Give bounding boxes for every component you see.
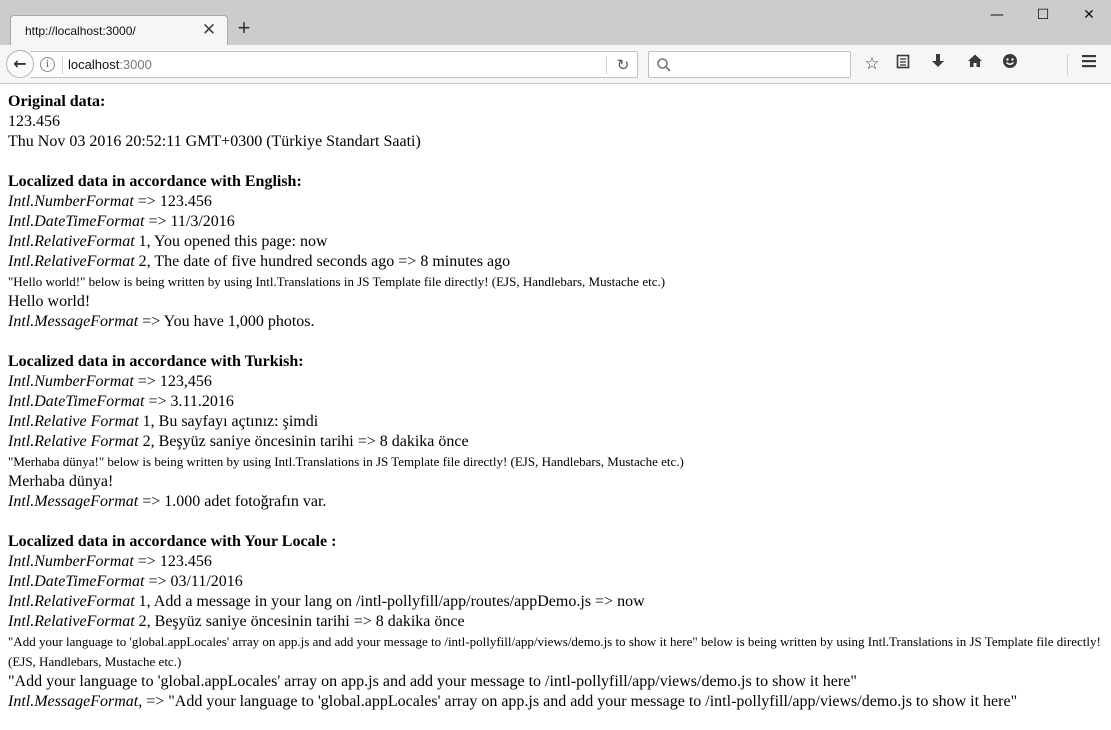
english-relative-format-1: Intl.RelativeFormat 1, You opened this page: now xyxy=(8,233,328,250)
turkish-date-format: Intl.DateTimeFormat => 3.11.2016 xyxy=(8,393,234,410)
english-greeting: Hello world! xyxy=(8,293,91,310)
english-heading: Localized data in accordance with English: xyxy=(8,173,302,190)
url-text[interactable] xyxy=(68,57,152,72)
locale-relative-format-1: Intl.RelativeFormat 1, Add a message in your lang on /intl-pollyfill/app/routes/appDemo.js => now xyxy=(8,593,645,610)
close-tab-icon[interactable]: ✕ xyxy=(201,20,217,39)
reading-list-icon[interactable] xyxy=(892,53,914,75)
english-date-format: Intl.DateTimeFormat => 11/3/2016 xyxy=(8,213,235,230)
english-number-format: Intl.NumberFormat => 123.456 xyxy=(8,193,212,210)
address-bar[interactable] xyxy=(30,51,638,78)
hamburger-menu-icon[interactable] xyxy=(1078,53,1100,75)
browser-tab[interactable] xyxy=(10,15,228,46)
turkish-number-format: Intl.NumberFormat => 123,456 xyxy=(8,373,212,390)
locale-relative-format-2: Intl.RelativeFormat 2, Beşyüz saniye öncesinin tarihi => 8 dakika önce xyxy=(8,613,465,630)
bookmark-star-icon[interactable]: ☆ xyxy=(864,54,880,74)
toolbar-divider xyxy=(1067,54,1068,76)
download-icon[interactable] xyxy=(927,53,949,75)
url-host: localhost xyxy=(68,57,120,72)
search-icon xyxy=(656,57,672,73)
english-note: "Hello world!" below is being written by using Intl.Translations in JS Template file directly! (EJS, Handlebars, Mustache etc.) xyxy=(8,274,666,289)
smiley-icon[interactable] xyxy=(999,53,1021,75)
locale-message-format: Intl.MessageFormat, => "Add your language to 'global.appLocales' array on app.js and add your message to /intl-pollyfill/app/views/demo.js to show it here" xyxy=(8,693,1018,710)
original-heading: Original data: xyxy=(8,93,106,110)
reload-icon[interactable]: ↻ xyxy=(616,56,630,74)
turkish-heading: Localized data in accordance with Turkish: xyxy=(8,353,304,370)
url-divider xyxy=(62,56,63,74)
turkish-message-format: Intl.MessageFormat => 1.000 adet fotoğrafın var. xyxy=(8,493,327,510)
navigation-bar xyxy=(0,45,1111,84)
locale-heading: Localized data in accordance with Your Locale : xyxy=(8,533,337,550)
locale-number-format: Intl.NumberFormat => 123.456 xyxy=(8,553,212,570)
turkish-relative-format-2: Intl.Relative Format 2, Beşyüz saniye öncesinin tarihi => 8 dakika önce xyxy=(8,433,469,450)
title-bar xyxy=(0,0,1111,45)
site-info-icon[interactable]: i xyxy=(40,57,55,72)
locale-note: "Add your language to 'global.appLocales' array on app.js and add your message to /intl-pollyfill/app/views/demo.js to show it here" below is being written by using Intl.Translations in JS Template file directly! (EJS, Handlebars, Mustache etc.) xyxy=(8,634,1101,669)
house-icon xyxy=(967,53,983,69)
face-icon xyxy=(1002,53,1018,69)
page-content xyxy=(8,92,1108,712)
turkish-note: "Merhaba dünya!" below is being written by using Intl.Translations in JS Template file directly! (EJS, Handlebars, Mustache etc.) xyxy=(8,454,684,469)
english-message-format: Intl.MessageFormat => You have 1,000 photos. xyxy=(8,313,315,330)
url-divider-right xyxy=(606,56,607,74)
search-input[interactable] xyxy=(648,51,851,78)
original-number: 123.456 xyxy=(8,113,60,130)
maximize-window-icon[interactable]: ☐ xyxy=(1036,7,1050,23)
back-button[interactable] xyxy=(6,50,34,78)
menu-lines-icon xyxy=(1081,53,1097,69)
back-arrow-icon: ← xyxy=(13,54,27,73)
locale-date-format: Intl.DateTimeFormat => 03/11/2016 xyxy=(8,573,243,590)
new-tab-icon[interactable]: + xyxy=(237,15,251,40)
close-window-icon[interactable]: ✕ xyxy=(1083,7,1095,23)
turkish-relative-format-1: Intl.Relative Format 1, Bu sayfayı açtınız: şimdi xyxy=(8,413,319,430)
url-port: :3000 xyxy=(119,57,152,72)
download-arrow-icon xyxy=(930,53,946,69)
minimize-window-icon[interactable]: — xyxy=(990,7,1004,23)
locale-greeting: "Add your language to 'global.appLocales' array on app.js and add your message to /intl-pollyfill/app/views/demo.js to show it here" xyxy=(8,673,857,690)
english-relative-format-2: Intl.RelativeFormat 2, The date of five hundred seconds ago => 8 minutes ago xyxy=(8,253,511,270)
tab-title: http://localhost:3000/ xyxy=(25,24,136,38)
clipboard-icon xyxy=(895,53,911,69)
home-icon[interactable] xyxy=(964,53,986,75)
turkish-greeting: Merhaba dünya! xyxy=(8,473,114,490)
original-date: Thu Nov 03 2016 20:52:11 GMT+0300 (Türkiye Standart Saati) xyxy=(8,133,421,150)
